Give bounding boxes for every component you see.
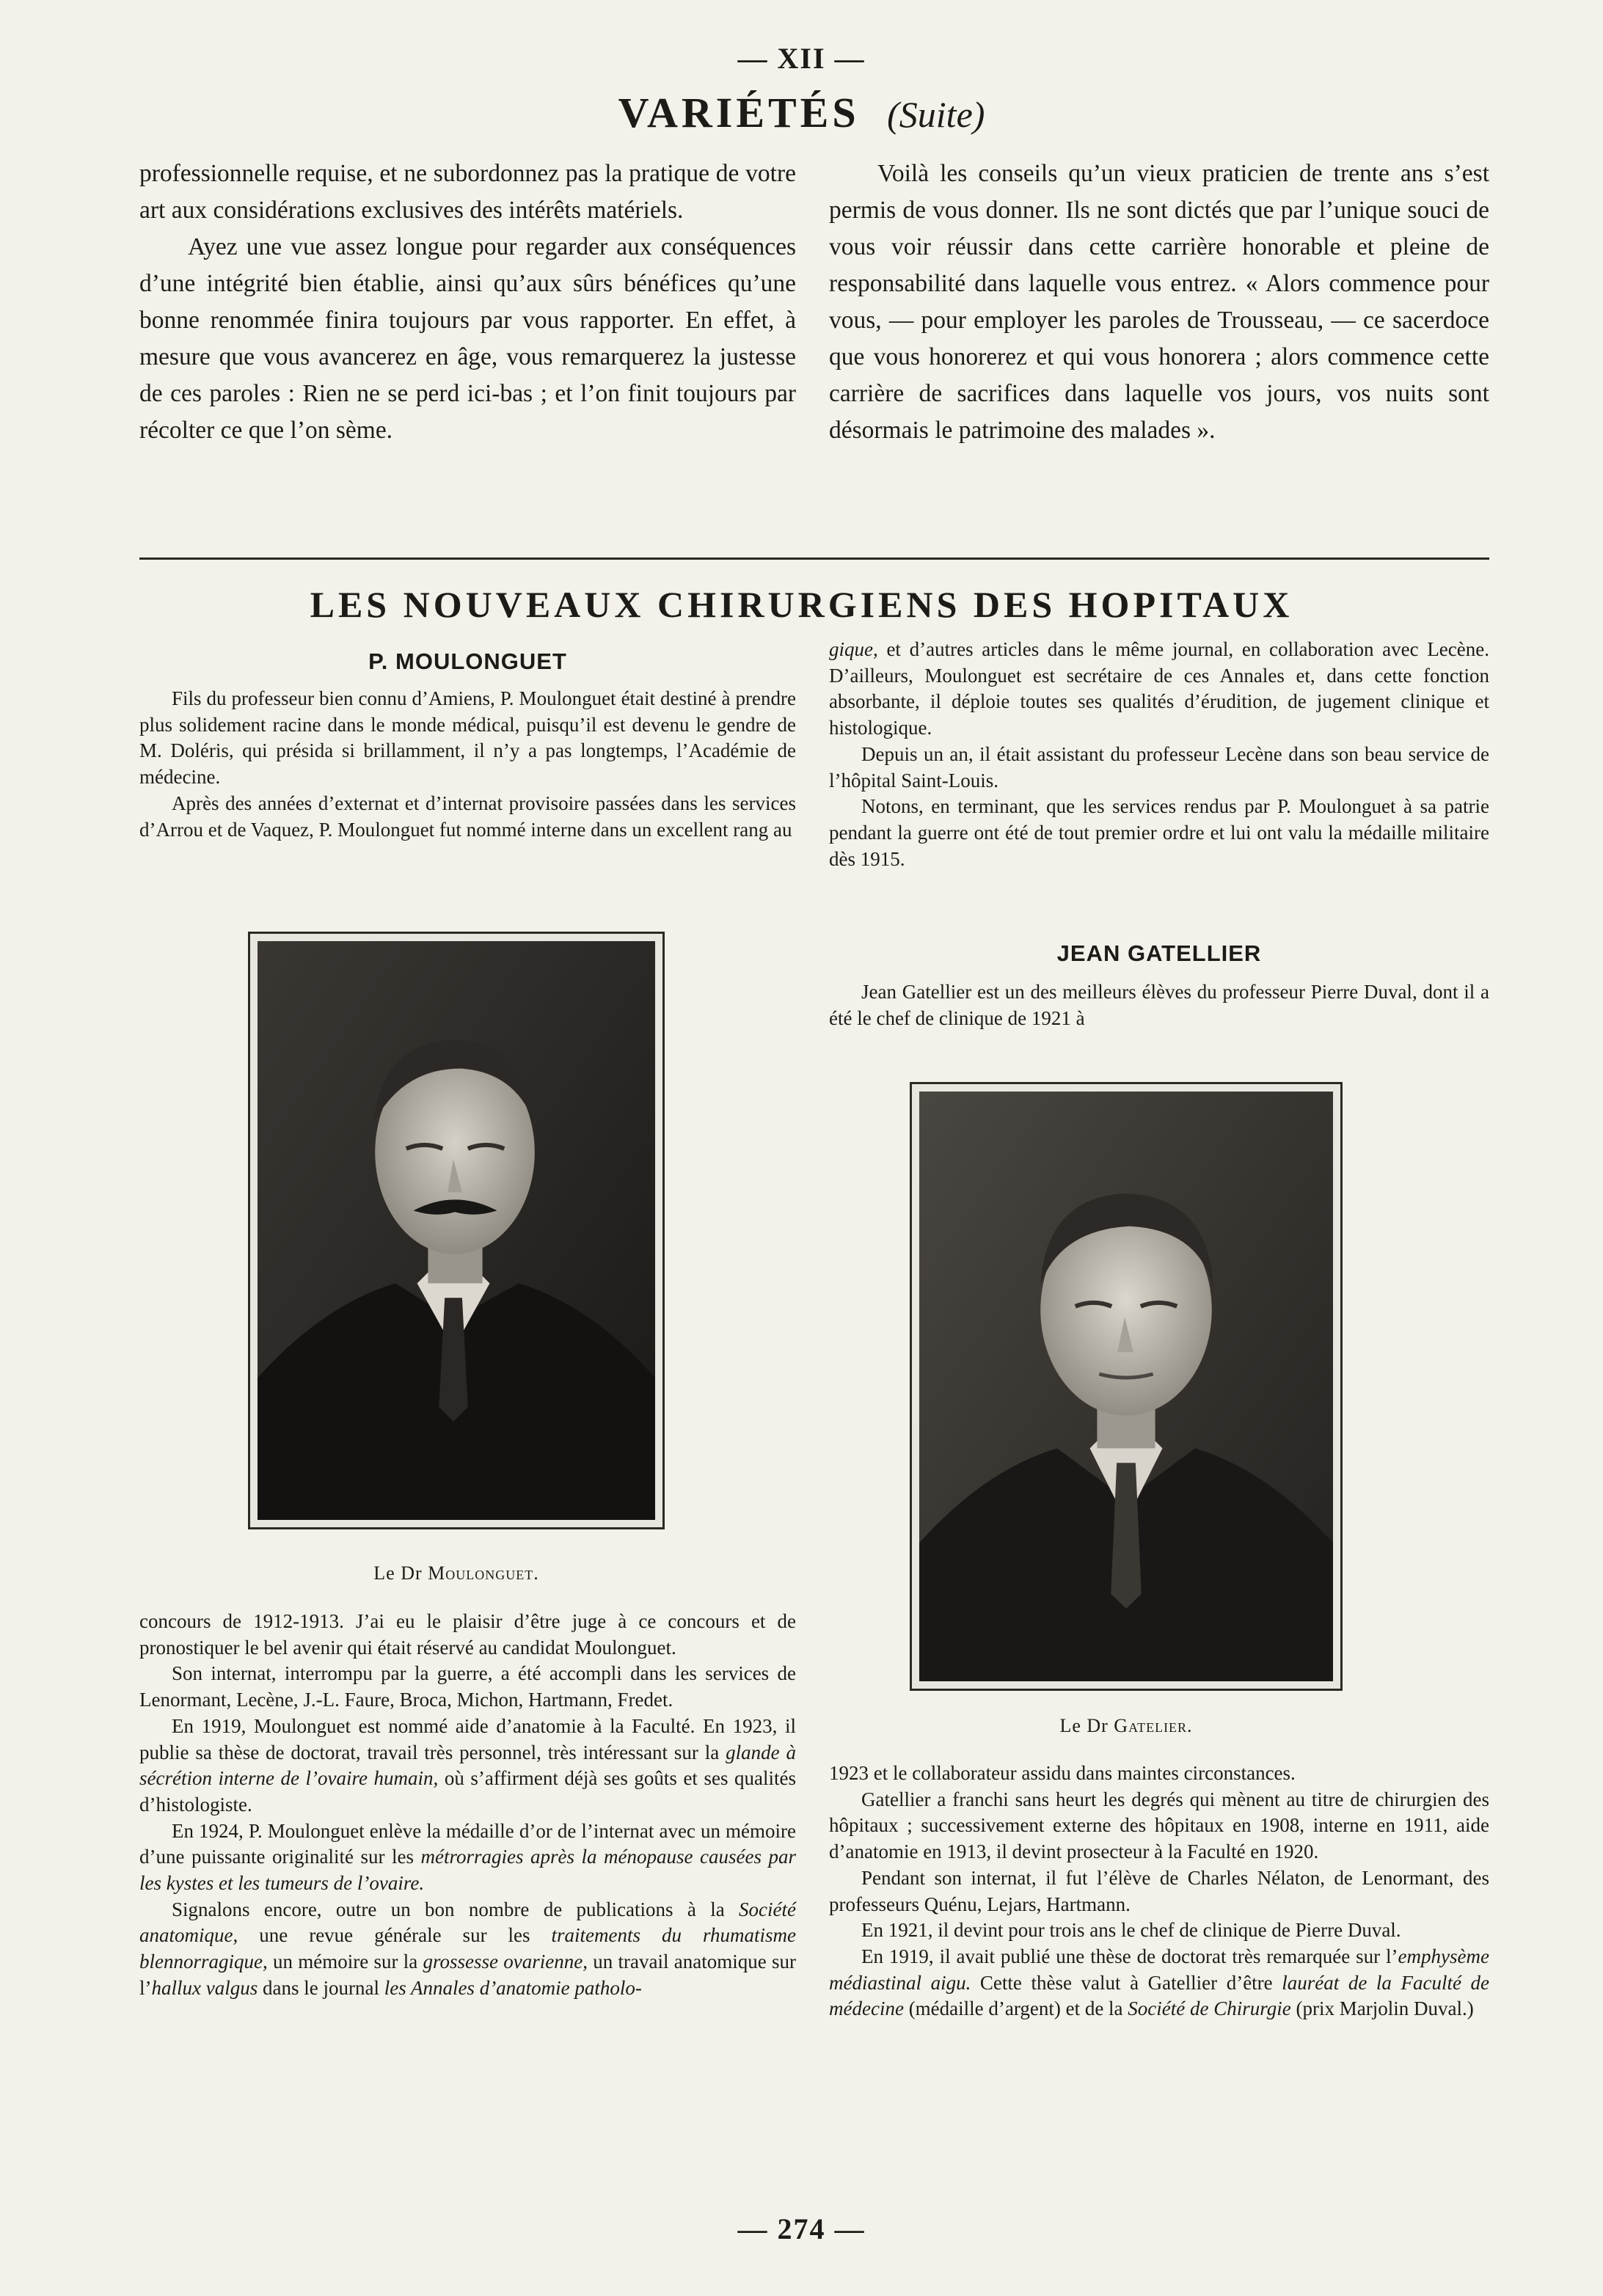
moulonguet-portrait-image — [258, 941, 655, 1520]
moulonguet-paragraph: Après des années d’externat et d’internat provisoire passées dans les services d’Arrou et de Vaquez, P. Moulonguet fut nommé interne dans un excellent rang au — [139, 791, 796, 841]
gatellier-intro — [829, 979, 1489, 1031]
varietes-left-column — [139, 156, 796, 449]
text-run: et d’autres articles dans le même journal, en collaboration avec Lecène. D’ailleurs, Moulonguet est secrétaire de ces Annales et, dans cette fonction absorbante, il déploie toutes ses qualités d’érudition, de jugement clinique et histologique. — [829, 638, 1489, 739]
gatellier-caption — [910, 1715, 1343, 1737]
gatellier-paragraph: 1923 et le collaborateur assidu dans maintes circonstances. — [829, 1762, 1296, 1784]
text-run-italic: gique, — [829, 638, 878, 660]
varietes-left-paragraph: professionnelle requise, et ne subordonnez pas la pratique de votre art aux considérations exclusives des intérêts matériels. — [139, 160, 796, 224]
text-run-italic: hallux valgus — [151, 1976, 258, 1999]
caption-prefix: Le Dr — [1059, 1715, 1114, 1736]
text-run: Cette thèse valut à Gatellier d’être — [971, 1971, 1282, 1994]
gatellier-paragraph: En 1921, il devint pour trois ans le chef de clinique de Pierre Duval. — [861, 1919, 1401, 1942]
gatellier-paragraph — [829, 1944, 1489, 2022]
moulonguet-caption — [248, 1562, 665, 1584]
caption-prefix: Le Dr — [373, 1562, 428, 1584]
text-run-italic: lauréat de la Faculté de médecine — [829, 1971, 1490, 2020]
section-header-varietes — [0, 88, 1603, 137]
text-run-italic: les Annales d’anatomie patholo- — [384, 1976, 642, 1999]
moulonguet-continued — [829, 637, 1489, 872]
varietes-left-paragraph: Ayez une vue assez longue pour regarder aux conséquences d’une intégrité bien établie, ainsi qu’aux sûrs bénéfices qu’une bonne renommée finira toujours par vous rapporter. En effet, à mesure que vous avancerez en âge, vous remarquerez la justesse de ces paroles : Rien ne se perd ici-bas ; et l’on finit toujours par récolter ce que l’on sème. — [139, 233, 796, 444]
text-run-italic: glande à sécrétion interne de l’ovaire humain, — [139, 1741, 796, 1790]
moulonguet-paragraph — [139, 1897, 796, 2002]
gatellier-portrait — [910, 1082, 1343, 1691]
text-run: (prix Marjolin Duval.) — [1290, 1997, 1474, 2020]
caption-name: Gatelier. — [1114, 1715, 1193, 1736]
gatellier-paragraph: Gatellier a franchi sans heurt les degrés qui mènent au titre de chirurgien des hôpitaux ; successivement externe des hôpitaux en 1908, interne en 1911, aide d’anatomie en 1913, il devint prosecteur à la Faculté en 1920. — [829, 1788, 1489, 1863]
caption-name: Moulonguet. — [428, 1562, 539, 1584]
moulonguet-paragraph — [139, 1714, 796, 1818]
moulonguet-paragraph: Son internat, interrompu par la guerre, a été accompli dans les services de Lenormant, Lecène, J.-L. Faure, Broca, Michon, Hartmann, Fredet. — [139, 1662, 796, 1711]
gatellier-paragraph: Pendant son internat, il fut l’élève de Charles Nélaton, de Lenormant, des professeurs Quénu, Lejars, Hartmann. — [829, 1866, 1489, 1915]
moulonguet-paragraph — [829, 637, 1489, 742]
gatellier-body — [829, 1761, 1489, 2022]
text-run: où s’affirment déjà ses goûts et ses qualités d’histologiste. — [139, 1767, 796, 1816]
moulonguet-paragraph: Depuis un an, il était assistant du professeur Lecène dans son beau service de l’hôpital Saint-Louis. — [829, 742, 1489, 791]
text-run-italic: grossesse ovarienne, — [423, 1950, 588, 1973]
section-divider — [139, 557, 1489, 560]
header-title-suffix: (Suite) — [887, 94, 985, 135]
text-run: (médaille d’argent) et de la — [903, 1997, 1128, 2020]
header-title: VARIÉTÉS — [618, 89, 860, 136]
section-title: LES NOUVEAUX CHIRURGIENS DES HOPITAUX — [310, 584, 1293, 625]
text-run: Signalons encore, outre un bon nombre de publications à la — [172, 1898, 740, 1920]
text-run: En 1919, il avait publié une thèse de doctorat très remarquée sur l’ — [861, 1945, 1398, 1967]
text-run: En 1919, Moulonguet est nommé aide d’anatomie à la Faculté. En 1923, il publie sa thèse de doctorat, travail très personnel, très intéressant sur la — [139, 1714, 796, 1763]
gatellier-paragraph: Jean Gatellier est un des meilleurs élèves du professeur Pierre Duval, dont il a été le chef de clinique de 1921 à — [829, 981, 1489, 1029]
text-run-italic: Société anatomique, — [139, 1898, 796, 1947]
text-run: une revue générale sur les — [238, 1924, 552, 1947]
gatellier-heading: JEAN GATELLIER — [1056, 940, 1262, 966]
page-number: — 274 — — [737, 2212, 866, 2245]
moulonguet-portrait — [248, 932, 665, 1529]
text-run-italic: métrorragies après la ménopause causées par les kystes et les tumeurs de l’ovaire. — [139, 1846, 796, 1895]
text-run: En 1924, P. Moulonguet enlève la médaille d’or de l’internat avec un mémoire d’une puissante originalité sur les — [139, 1819, 796, 1868]
moulonguet-intro — [139, 686, 796, 843]
text-run-italic: emphysème médiastinal aigu. — [829, 1945, 1489, 1994]
moulonguet-body — [139, 1609, 796, 2002]
text-run: un mémoire sur la — [267, 1950, 423, 1973]
moulonguet-heading: P. MOULONGUET — [368, 648, 567, 674]
moulonguet-paragraph: Notons, en terminant, que les services rendus par P. Moulonguet à sa patrie pendant la guerre ont été de tout premier ordre et lui ont valu la médaille militaire dès 1915. — [829, 795, 1489, 870]
moulonguet-paragraph: concours de 1912-1913. J’ai eu le plaisir d’être juge à ce concours et de pronostiquer le bel avenir qui était réservé au candidat Moulonguet. — [139, 1610, 796, 1659]
varietes-right-column — [829, 156, 1489, 449]
text-run-italic: traitements du rhumatisme blennorragique, — [139, 1924, 796, 1973]
text-run: un travail anatomique sur l’ — [139, 1950, 796, 1999]
moulonguet-paragraph — [139, 1818, 796, 1897]
page-folio-top: — XII — — [737, 42, 866, 75]
text-run: dans le journal — [258, 1976, 384, 1999]
text-run-italic: Société de Chirurgie — [1128, 1997, 1291, 2020]
gatellier-portrait-image — [919, 1092, 1333, 1681]
moulonguet-paragraph: Fils du professeur bien connu d’Amiens, P. Moulonguet était destiné à prendre plus solidement racine dans le monde médical, puisqu’il est devenu le gendre de M. Doléris, qui présida si brillamment, il n’y a pas longtemps, l’Académie de médecine. — [139, 687, 796, 789]
varietes-right-paragraph: Voilà les conseils qu’un vieux praticien de trente ans s’est permis de vous donner. Ils ne sont dictés que par l’unique souci de vous voir réussir dans cette carrière honorable et pleine de responsabilité dans laquelle vous entrez. « Alors commence pour vous, — pour employer les paroles de Trousseau, — ce sacerdoce que vous honorerez et qui vous honorera ; alors commence cette carrière de sacrifices dans laquelle vos jours, vos nuits sont désormais le patrimoine des malades ». — [829, 160, 1489, 444]
